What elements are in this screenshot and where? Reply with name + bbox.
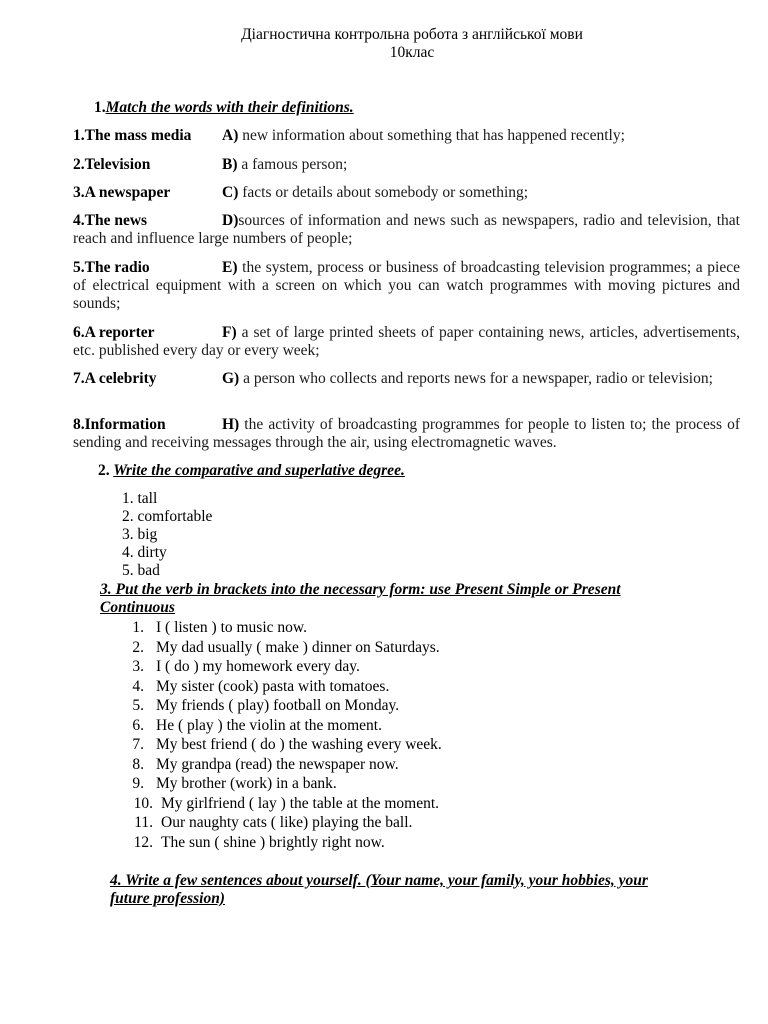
grade-label: 10клас [389,44,435,61]
section4-heading [110,872,648,890]
verb-item-number: 12. [133,833,153,851]
verb-item-text: The sun ( shine ) brightly right now. [161,833,385,851]
match-term: 7.A celebrity [73,370,157,387]
section1-title: Match the words with their definitions. [105,99,354,116]
verb-item-number: 9. [132,775,144,792]
verb-item [128,775,337,793]
verb-item-number: 11. [134,814,153,831]
verb-item [128,619,307,637]
verb-item-number: 4. [132,677,144,695]
match-item [73,324,740,360]
verb-item-number: 6. [132,716,144,734]
match-item [73,370,740,388]
match-letter: D) [222,212,239,229]
match-definition: facts or details about somebody or something; [238,184,529,201]
section4-title-line2: future profession) [110,890,225,907]
section3-title-line2: Continuous [100,599,175,616]
verb-item-text: My best friend ( do ) the washing every week. [156,736,442,753]
match-term: 4.The news [73,212,148,229]
match-definition: new information about something that has happened recently; [238,127,625,144]
match-term: 6.A reporter [73,324,155,341]
match-item [73,156,740,174]
verb-item [128,756,399,774]
verb-item [128,697,399,715]
verb-item [128,639,440,657]
section1-heading [94,99,354,117]
verb-item [128,658,360,676]
verb-item-text: He ( play ) the violin at the moment. [156,716,382,734]
verb-item [131,834,385,852]
match-letter: B) [222,156,238,173]
degree-item: 2. comfortable [122,508,213,525]
match-item [73,184,740,202]
match-term: 8.Information [73,416,166,433]
section2-number: 2. [98,462,110,479]
match-definition: the system, process or business of broadcasting television programmes; a piece of electrical equipment with a screen on which you can watch programmes with moving pictures and sounds; [73,259,740,312]
verb-item-text: Our naughty cats ( like) playing the ball. [161,814,413,831]
section4-title-line1: 4. Write a few sentences about yourself. (Your name, your family, your hobbies, your [110,872,648,889]
verb-item-text: My dad usually ( make ) dinner on Saturdays. [156,638,440,656]
verb-item-text: My girlfriend ( lay ) the table at the moment. [161,794,440,812]
match-term: 2.Television [73,156,151,173]
match-definition: a set of large printed sheets of paper containing news, articles, advertisements, etc. published every day or every week; [73,324,740,359]
verb-item [128,717,382,735]
verb-item-text: My brother (work) in a bank. [156,775,337,792]
match-definition: a famous person; [237,156,348,173]
section2-title: Write the comparative and superlative degree. [113,462,405,479]
verb-item-number: 10. [133,794,153,812]
match-term: 5.The radio [73,259,150,276]
section3-heading [100,581,621,599]
verb-item [131,795,439,813]
verb-item-number: 1. [132,619,144,636]
verb-item-number: 3. [132,658,144,675]
verb-item-text: My friends ( play) football on Monday. [156,697,400,714]
degree-item: 3. big [122,526,158,543]
match-item [73,259,740,313]
match-definition: a person who collects and reports news for a newspaper, radio or television; [239,370,713,387]
verb-item-number: 5. [132,697,144,714]
section2-heading [98,462,405,480]
verb-item-text: I ( listen ) to music now. [156,619,307,636]
degree-item: 5. bad [122,562,160,579]
verb-item-number: 7. [132,736,144,753]
section1-number: 1. [94,99,106,116]
verb-item-number: 2. [132,638,144,656]
match-letter: H) [222,416,240,433]
match-letter: F) [222,324,237,341]
match-item [73,416,740,452]
match-item [73,212,740,248]
verb-item [128,736,442,754]
verb-item-text: My grandpa (read) the newspaper now. [156,755,399,773]
degree-item: 1. tall [122,490,158,507]
document-title: Діагностична контрольна робота з англійської мови [241,26,583,43]
match-definition: sources of information and news such as newspapers, radio and television, that reach and influence large numbers of people; [73,212,740,247]
section3-heading-cont [100,599,175,617]
verb-item-text: My sister (cook) pasta with tomatoes. [156,677,390,695]
match-letter: A) [222,127,239,144]
section4-heading-cont [110,890,225,908]
match-letter: C) [222,184,239,201]
section3-title-line1: 3. Put the verb in brackets into the necessary form: use Present Simple or Present [100,581,621,598]
verb-item [131,814,412,832]
match-letter: G) [222,370,240,387]
match-definition: the activity of broadcasting programmes for people to listen to; the process of sending and receiving messages through the air, using electromagnetic waves. [73,416,740,451]
verb-item-text: I ( do ) my homework every day. [156,658,360,675]
verb-item-number: 8. [132,755,144,773]
degree-item: 4. dirty [122,544,167,561]
match-letter: E) [222,259,238,276]
match-term: 3.A newspaper [73,184,171,201]
match-term: 1.The mass media [73,127,192,144]
verb-item [128,678,389,696]
match-item [73,127,740,145]
